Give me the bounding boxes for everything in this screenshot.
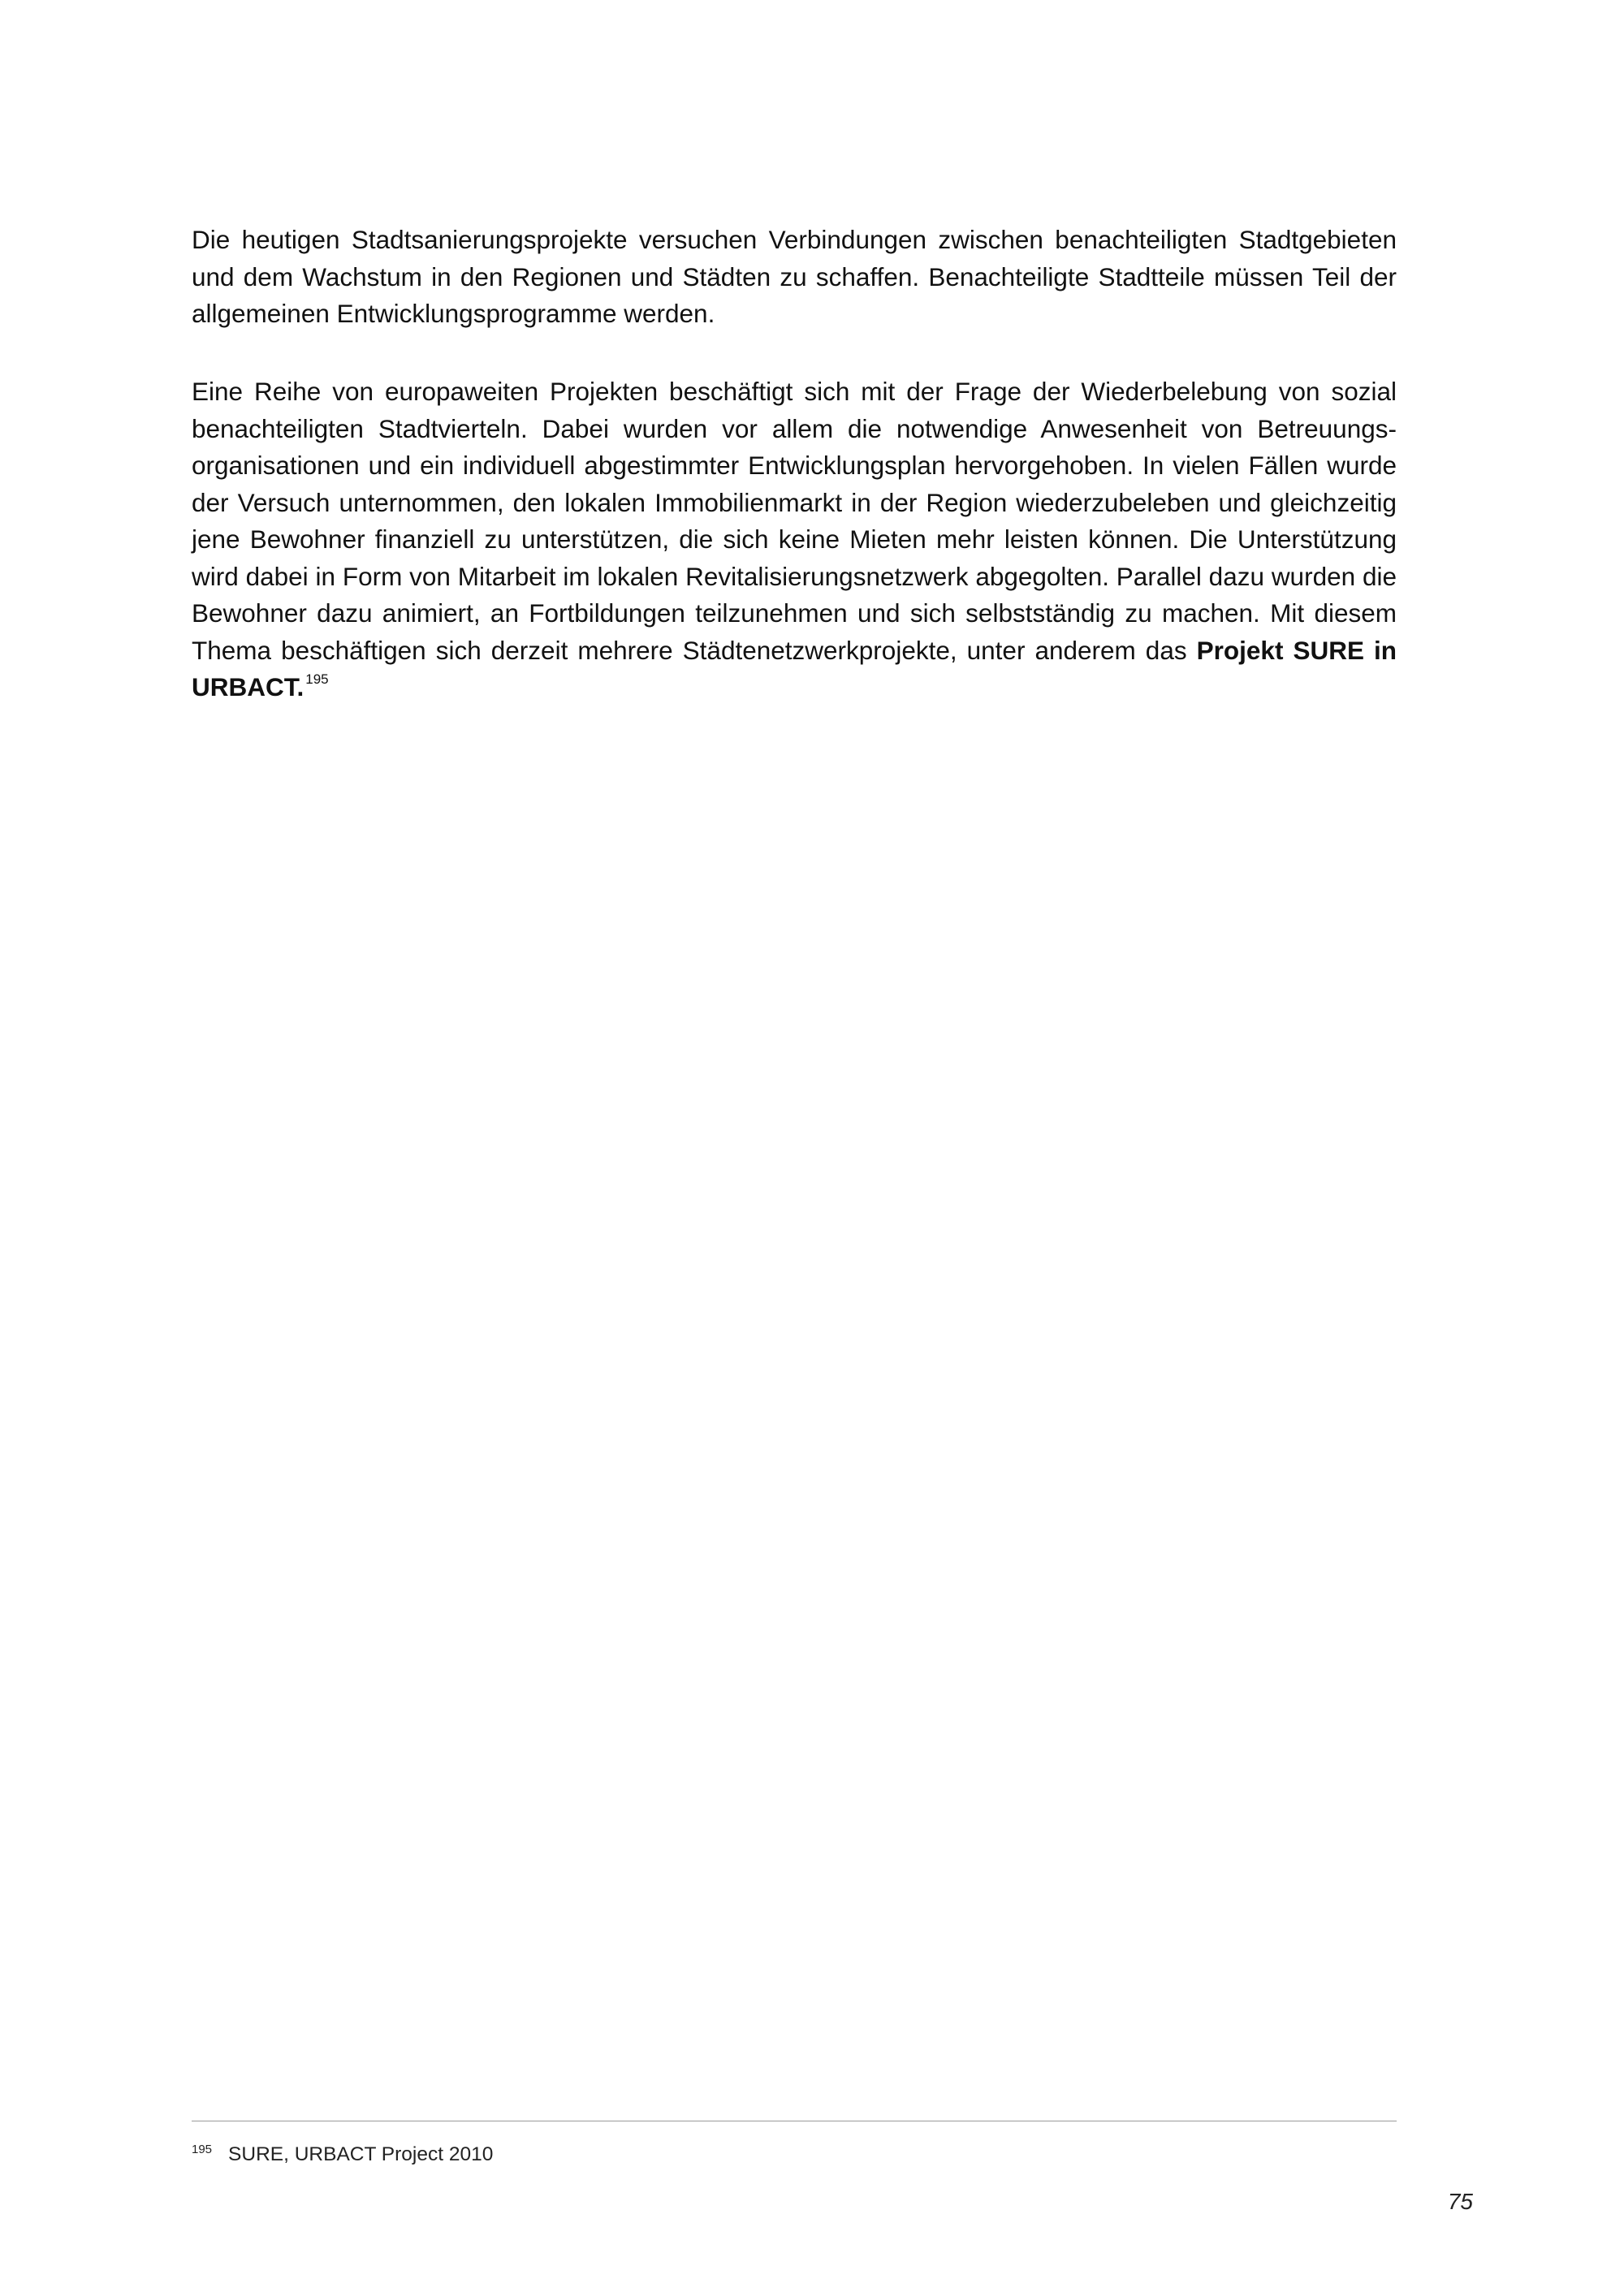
footnote-reference[interactable]: 195: [305, 671, 329, 687]
paragraph-2-text: Eine Reihe von europaweiten Projekten beschäftigt sich mit der Frage der Wiederbelebung von sozial benachteiligten Stadtvierteln. Dabei wurden vor allem die notwendige Anwesenheit von Betreuungsorganisationen und ein individuell abgestimmter Entwicklungsplan hervorgehoben. In vielen Fällen wurde der Versuch unternommen, den lokalen Immobilienmarkt in der Region wiederzubeleben und gleichzeitig jene Bewohner finanziell zu unterstützen, die sich keine Mieten mehr leisten können. Die Unterstützung wird dabei in Form von Mitarbeit im lokalen Revitalisierungsnetzwerk abgegolten. Parallel dazu wurden die Bewohner dazu animiert, an Fortbildungen teilzunehmen und sich selbstständig zu machen. Mit diesem Thema beschäftigen sich derzeit mehrere Städtenetzwerkprojekte, unter anderem das: [192, 377, 1397, 665]
footnote-number: 195: [192, 2143, 213, 2156]
paragraph-1-text: Die heutigen Stadtsanierungsprojekte versuchen Verbindungen zwischen benachteiligten Stadtgebieten und dem Wachstum in den Regionen und Städten zu schaffen. Benachteiligte Stadtteile müssen Teil der allgemeinen Entwicklungsprogramme werden.: [192, 225, 1397, 328]
footnote-text: SURE, URBACT Project 2010: [228, 2143, 494, 2165]
page-number: 75: [1447, 2189, 1473, 2214]
paragraph-1: [192, 222, 1397, 333]
paragraph-2: [192, 373, 1397, 706]
project-name-bold: Projekt SURE in URBACT.: [192, 635, 1397, 701]
footnote: [192, 2138, 493, 2167]
